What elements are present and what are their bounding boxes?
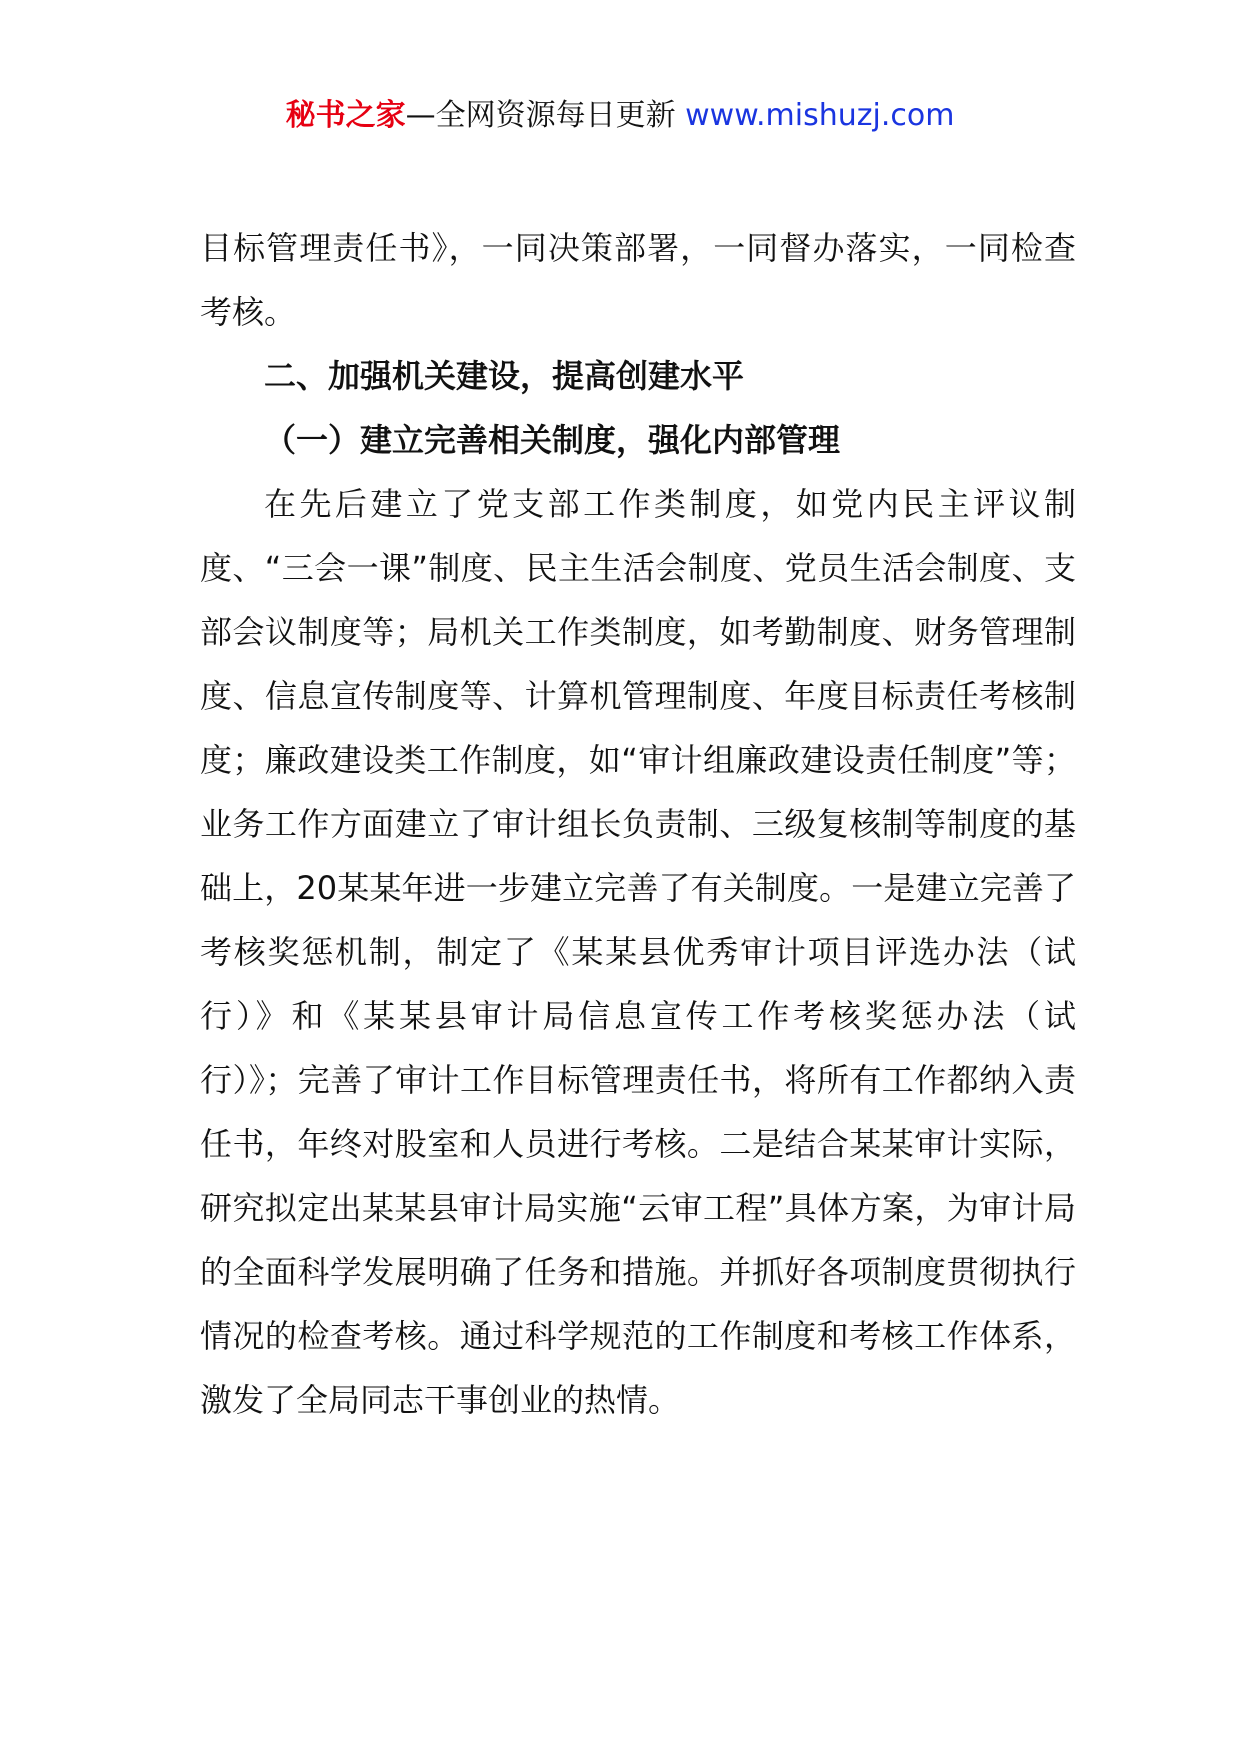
header-tagline: —全网资源每日更新 xyxy=(405,98,686,133)
body-paragraph: 在先后建立了党支部工作类制度，如党内民主评议制度、“三会一课”制度、民主生活会制度、党员生活会制度、支部会议制度等；局机关工作类制度，如考勤制度、财务管理制度、信息宣传制度等、计算机管理制度、年度目标责任考核制度；廉政建设类工作制度，如“审计组廉政建设责任制度”等；业务工作方面建立了审计组长负责制、三级复核制等制度的基础上，20某某年进一步建立完善了有关制度。一是建立完善了考核奖惩机制，制定了《某某县优秀审计项目评选办法（试行）》和《某某县审计局信息宣传工作考核奖惩办法（试行）》；完善了审计工作目标管理责任书，将所有工作都纳入责任书，年终对股室和人员进行考核。二是结合某某审计实际，研究拟定出某某县审计局实施“云审工程”具体方案，为审计局的全面科学发展明确了任务和措施。并抓好各项制度贯彻执行情况的检查考核。通过科学规范的工作制度和考核工作体系，激发了全局同志干事创业的热情。 xyxy=(200,485,1076,1419)
document-body xyxy=(200,216,1076,1432)
site-url-link[interactable]: www.mishuzj.com xyxy=(685,98,955,133)
continuation-paragraph: 目标管理责任书》，一同决策部署，一同督办落实，一同检查考核。 xyxy=(200,229,1076,331)
brand-name: 秘书之家 xyxy=(285,98,406,133)
section-heading: 二、加强机关建设，提高创建水平 xyxy=(264,357,745,395)
sub-heading: （一）建立完善相关制度，强化内部管理 xyxy=(264,421,841,459)
page-header xyxy=(0,96,1240,136)
